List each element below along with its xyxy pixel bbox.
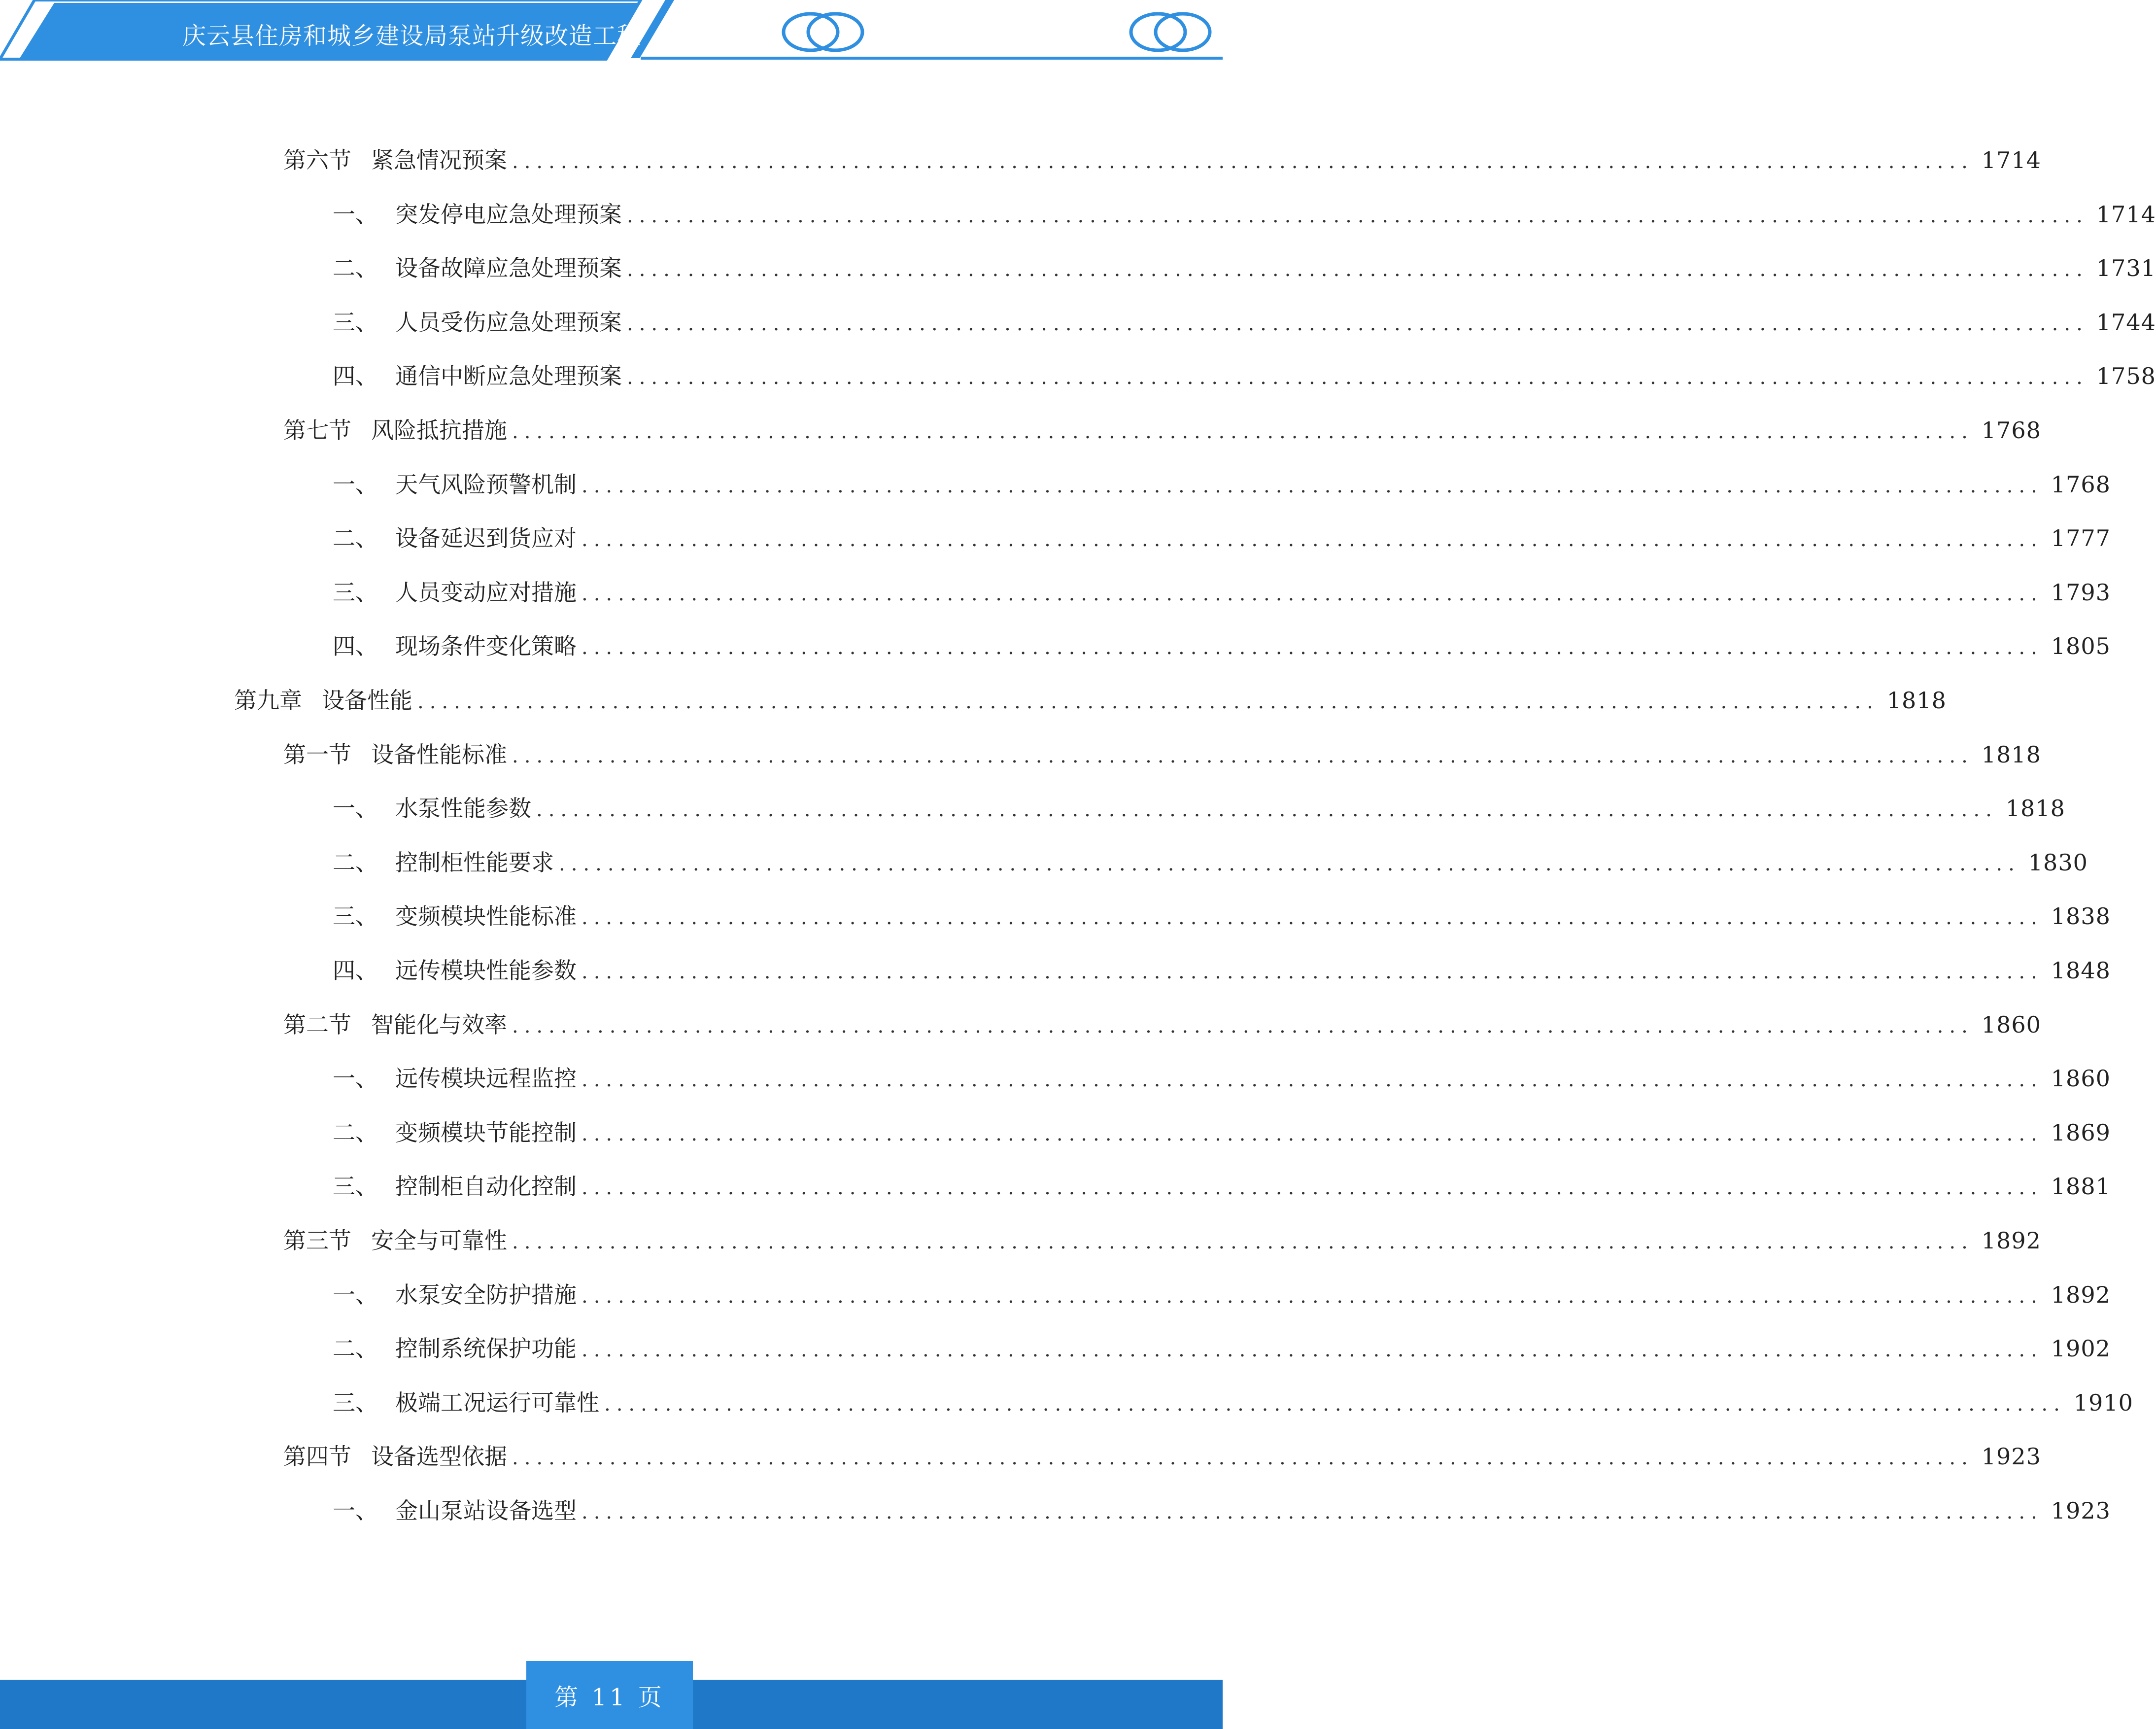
toc-dot-leader: ........................................................................................................................ [512,1015,1974,1037]
toc-dot-leader: ........................................................................................................................ [627,205,2088,227]
toc-dot-leader: ........................................................................................................................ [582,1123,2043,1145]
toc-entry-number: 二、 [333,849,378,876]
toc-dot-leader: ........................................................................................................................ [582,1069,2043,1091]
toc-entry[interactable] [283,143,2041,177]
page-header [0,0,1223,64]
toc-entry[interactable] [333,629,2111,663]
toc-dot-leader: ........................................................................................................................ [582,1339,2043,1361]
toc-entry-page: 1892 [1981,1227,2041,1254]
toc-entry-number: 三、 [333,903,378,930]
toc-entry[interactable] [333,197,2156,232]
toc-dot-leader: ........................................................................................................................ [512,745,1974,767]
toc-entry-number: 二、 [333,1335,378,1362]
toc-entry-number: 一、 [333,1497,378,1524]
toc-dot-leader: ........................................................................................................................ [627,312,2088,335]
toc-entry[interactable] [333,467,2111,502]
toc-entry[interactable] [333,251,2156,285]
toc-entry-page: 1805 [2051,633,2111,659]
toc-entry-number: 二、 [333,1119,378,1146]
toc-entry-title: 安全与可靠性 [371,1227,507,1254]
toc-dot-leader: ........................................................................................................................ [582,1501,2043,1523]
toc-entry-page: 1768 [1981,417,2041,444]
toc-entry-title: 金山泵站设备选型 [395,1497,577,1524]
toc-entry-page: 1848 [2051,957,2111,984]
toc-entry[interactable] [333,899,2111,934]
toc-dot-leader: ........................................................................................................................ [627,258,2088,281]
toc-entry-title: 人员变动应对措施 [395,579,577,606]
toc-entry-title: 设备故障应急处理预案 [395,255,622,281]
toc-dot-leader: ........................................................................................................................ [582,1285,2043,1308]
toc-entry-title: 智能化与效率 [371,1011,507,1038]
toc-entry-page: 1818 [1886,687,1947,714]
toc-entry[interactable] [333,1061,2111,1096]
toc-entry-page: 1768 [2051,471,2111,498]
toc-entry-page: 1744 [2096,309,2156,336]
rings-logo-icon [779,10,867,54]
toc-dot-leader: ........................................................................................................................ [627,366,2088,389]
toc-entry-title: 突发停电应急处理预案 [395,201,622,228]
toc-entry-number: 四、 [333,633,378,659]
toc-entry-number: 四、 [333,363,378,389]
toc-entry-number: 一、 [333,795,378,822]
toc-dot-leader: ........................................................................................................................ [582,1176,2043,1199]
toc-entry[interactable] [333,791,2065,826]
toc-entry-page: 1714 [1981,147,2041,173]
toc-entry-number: 二、 [333,525,378,552]
toc-entry[interactable] [333,953,2111,988]
toc-entry-title: 风险抵抗措施 [371,417,507,444]
toc-entry-number: 第一节 [283,741,351,768]
toc-entry[interactable] [333,1278,2111,1312]
toc-entry-number: 一、 [333,471,378,498]
document-title: 庆云县住房和城乡建设局泵站升级改造工程 [182,22,642,50]
toc-dot-leader: ........................................................................................................................ [512,1447,1974,1469]
page-number: 第 11 页 [526,1661,693,1729]
toc-entry-number: 二、 [333,255,378,281]
toc-entry-number: 第九章 [234,687,302,714]
toc-entry-page: 1731 [2096,255,2156,281]
toc-dot-leader: ........................................................................................................................ [536,798,1998,821]
toc-entry-title: 天气风险预警机制 [395,471,577,498]
toc-entry-title: 控制系统保护功能 [395,1335,577,1362]
toc-entry-page: 1881 [2051,1173,2111,1200]
toc-entry[interactable] [333,1169,2111,1204]
toc-entry-number: 三、 [333,1173,378,1200]
toc-entry-number: 一、 [333,1065,378,1092]
toc-entry-title: 设备延迟到货应对 [395,525,577,552]
toc-entry-page: 1869 [2051,1119,2111,1146]
toc-entry-title: 变频模块节能控制 [395,1119,577,1146]
toc-dot-leader: ........................................................................................................................ [582,906,2043,929]
toc-entry-title: 极端工况运行可靠性 [395,1389,599,1416]
toc-entry-number: 四、 [333,957,378,984]
toc-dot-leader: ........................................................................................................................ [582,528,2043,551]
toc-entry-title: 控制柜性能要求 [395,849,554,876]
toc-entry-page: 1923 [2051,1497,2111,1524]
toc-entry-page: 1860 [1981,1011,2041,1038]
toc-entry-title: 通信中断应急处理预案 [395,363,622,389]
rings-logo-icon-right [1126,10,1215,54]
toc-entry-number: 三、 [333,309,378,336]
toc-entry-title: 控制柜自动化控制 [395,1173,577,1200]
toc-entry[interactable] [333,575,2111,610]
toc-dot-leader: ........................................................................................................................ [512,1231,1974,1253]
toc-entry[interactable] [283,413,2041,448]
toc-entry-title: 设备性能 [322,687,412,714]
toc-entry[interactable] [333,521,2111,555]
toc-entry[interactable] [283,1223,2041,1258]
toc-entry-page: 1818 [2005,795,2065,822]
toc-entry-number: 一、 [333,1281,378,1308]
toc-entry-page: 1902 [2051,1335,2111,1362]
toc-entry[interactable] [283,1439,2041,1474]
toc-entry-page: 1818 [1981,741,2041,768]
toc-entry[interactable] [333,1115,2111,1150]
toc-entry[interactable] [283,737,2041,772]
toc-entry-number: 第七节 [283,417,351,444]
toc-entry-page: 1793 [2051,579,2111,606]
toc-entry[interactable] [333,359,2156,393]
toc-entry-page: 1838 [2051,903,2111,930]
toc-entry[interactable] [333,1493,2111,1528]
toc-dot-leader: ........................................................................................................................ [512,150,1974,173]
toc-entry-number: 第二节 [283,1011,351,1038]
toc-dot-leader: ........................................................................................................................ [582,636,2043,659]
toc-dot-leader: ........................................................................................................................ [582,475,2043,497]
toc-entry-number: 第三节 [283,1227,351,1254]
toc-entry-title: 人员受伤应急处理预案 [395,309,622,336]
toc-entry-number: 三、 [333,579,378,606]
toc-entry[interactable] [333,1331,2111,1366]
toc-entry-number: 第六节 [283,147,351,173]
toc-dot-leader: ........................................................................................................................ [417,691,1879,713]
toc-entry-title: 现场条件变化策略 [395,633,577,659]
toc-dot-leader: ........................................................................................................................ [559,853,2020,875]
toc-entry-title: 设备性能标准 [371,741,507,768]
toc-entry-title: 水泵安全防护措施 [395,1281,577,1308]
toc-entry[interactable] [234,683,1947,718]
toc-entry-title: 远传模块远程监控 [395,1065,577,1092]
toc-dot-leader: ........................................................................................................................ [582,583,2043,605]
toc-dot-leader: ........................................................................................................................ [582,961,2043,983]
toc-entry-title: 变频模块性能标准 [395,903,577,930]
toc-entry-title: 水泵性能参数 [395,795,531,822]
toc-entry[interactable] [283,1007,2041,1042]
toc-dot-leader: ........................................................................................................................ [512,420,1974,443]
toc-entry-number: 一、 [333,201,378,228]
toc-entry-page: 1758 [2096,363,2156,389]
toc-entry-page: 1777 [2051,525,2111,552]
toc-entry-page: 1892 [2051,1281,2111,1308]
toc-entry-number: 第四节 [283,1443,351,1470]
toc-entry-page: 1910 [2073,1389,2133,1416]
toc-entry[interactable] [333,305,2156,340]
toc-entry-page: 1830 [2028,849,2088,876]
toc-entry-title: 紧急情况预案 [371,147,507,173]
toc-entry[interactable] [333,1385,2133,1420]
toc-entry-page: 1860 [2051,1065,2111,1092]
toc-entry-title: 远传模块性能参数 [395,957,577,984]
toc-entry-page: 1923 [1981,1443,2041,1470]
toc-entry[interactable] [333,845,2088,880]
toc-entry-page: 1714 [2096,201,2156,228]
toc-entry-number: 三、 [333,1389,378,1416]
toc-entry-title: 设备选型依据 [371,1443,507,1470]
toc-dot-leader: ........................................................................................................................ [604,1393,2066,1416]
